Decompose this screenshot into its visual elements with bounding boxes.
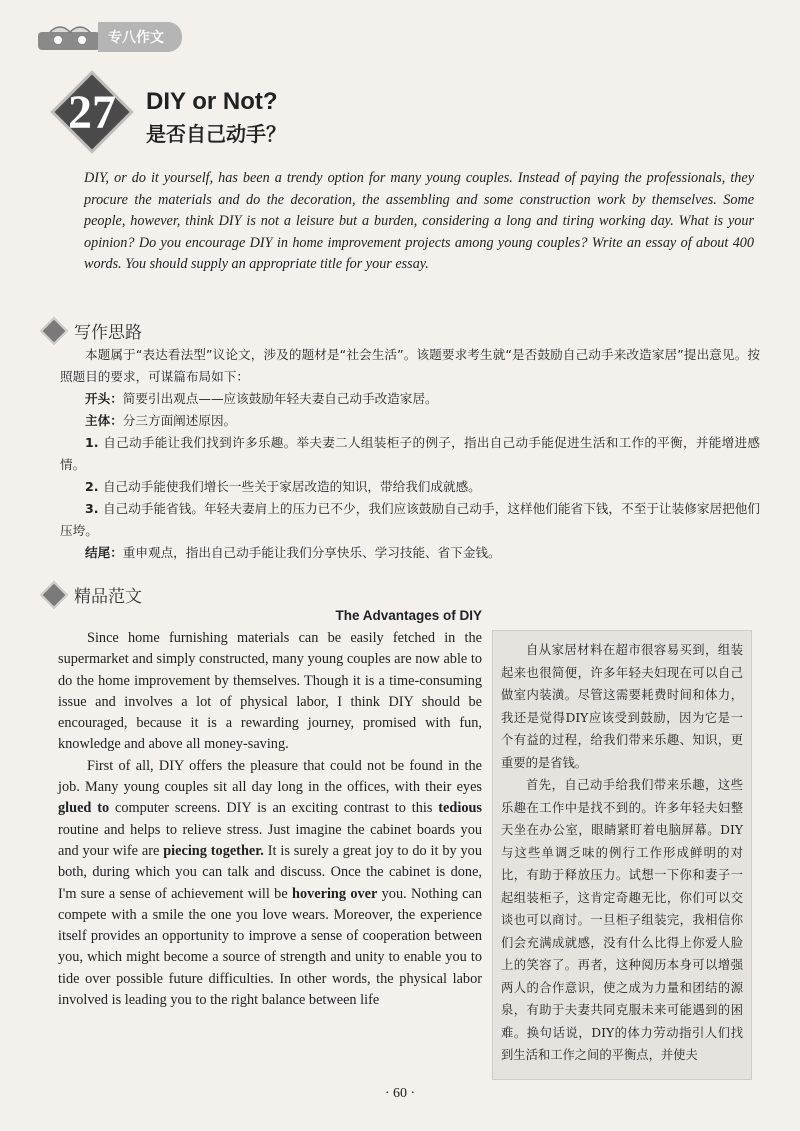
page-number: · 60 · bbox=[384, 1086, 416, 1101]
diamond-icon bbox=[40, 580, 68, 608]
title-english: DIY or Not? bbox=[146, 88, 278, 115]
outline-intro: 本题属于“表达看法型”议论文，涉及的题材是“社会生活”。该题要求考生就“是否鼓励自己动手来改造家居”提出意见。按照题目的要求，可谋篇布局如下： bbox=[60, 347, 760, 384]
sample-essay bbox=[58, 628, 482, 1011]
chapter-tab: 专八作文 bbox=[98, 22, 182, 52]
header-tab bbox=[36, 22, 182, 52]
outline-point-2: 2. 自己动手能使我们增长一些关于家居改造的知识，带给我们成就感。 bbox=[85, 479, 481, 494]
outline-ending: 结尾：重申观点，指出自己动手能让我们分享快乐、学习技能、省下金钱。 bbox=[85, 545, 501, 560]
essay-paragraph-2: First of all, DIY offers the pleasure that could not be found in the job. Many young couples sit all day long in the offices, with their eyes glued to computer screens. DIY is an exciting contrast to this tedious routine and helps to relieve stress. Just imagine the cabinet boards you and your wife are piecing together. It is surely a great joy to do it by you both, during which you can talk and discuss. Once the cabinet is done, I'm sure a sense of achievement will be hovering over you. Nothing can compete with a smile the one you love wears. Moreover, the experience itself provides an opportunity to improve a sense of cooperation between you, which might become a source of strength and unity to enable you to tide over possible future difficulties. In other words, the physical labor involved is leading you to the right balance between life bbox=[58, 757, 482, 1009]
essay-paragraph-1: Since home furnishing materials can be easily fetched in the supermarket and simply constructed, many young couples are now able to do the home improvement by themselves. Though it is a time-consuming issue and involves a lot of physical labor, I think DIY should be encouraged, because it is a rewarding journey, promised with fun, knowledge and above all money-saving. bbox=[58, 630, 482, 753]
diamond-icon bbox=[40, 316, 68, 344]
book-logo-icon bbox=[36, 22, 106, 52]
translation-paragraph-2: 首先，自己动手给我们带来乐趣，这些乐趣在工作中是找不到的。许多年轻夫妇整天坐在办公室，眼睛紧盯着电脑屏幕。DIY与这些单调乏味的例行工作形成鲜明的对比，有助于释放压力。试想一下你和妻子一起组装柜子，这肯定奇趣无比，你们可以交谈也可以商讨。一旦柜子组装完，我相信你们会充满成就感，没有什么比得上你爱人脸上的笑容了。再者，这种阅历本身可以增强两人的合作意识，使之成为力量和团结的源泉，有助于夫妻共同克服未来可能遇到的困难。换句话说，DIY的体力劳动指引人们找到生活和工作之间的平衡点，并使夫 bbox=[501, 778, 743, 1062]
section-heading-sample: 精品范文 bbox=[44, 582, 142, 607]
title-chinese: 是否自己动手？ bbox=[146, 122, 286, 146]
outline-point-3: 3. 自己动手能省钱。年轻夫妻肩上的压力已不少，我们应该鼓励自己动手，这样他们能省下钱，不至于让装修家居把他们压垮。 bbox=[60, 501, 761, 538]
essay-prompt: DIY, or do it yourself, has been a trendy option for many young couples. Instead of paying the professionals, they procure the materials and do the decoration, the assembling and some construction work by themselves. Some people, however, think DIY is not a leisure but a burden, considering a long and tiring working day. What is your opinion? Do you encourage DIY in home improvement projects among young couples? Write an essay of about 400 words. You should supply an appropriate title for your essay. bbox=[84, 170, 754, 272]
section-heading-outline: 写作思路 bbox=[44, 318, 142, 343]
writing-outline bbox=[60, 344, 760, 564]
outline-point-1: 1. 自己动手能让我们找到许多乐趣。举夫妻二人组装柜子的例子，指出自己动手能促进生活和工作的平衡，并能增进感情。 bbox=[60, 435, 761, 472]
translation-box bbox=[492, 630, 752, 1080]
essay-title: The Advantages of DIY bbox=[335, 608, 482, 623]
outline-body: 主体：分三方面阐述原因。 bbox=[85, 413, 237, 428]
topic-number: 27 bbox=[68, 85, 116, 139]
outline-opening: 开头：简要引出观点——应该鼓励年轻夫妻自己动手改造家居。 bbox=[85, 391, 438, 406]
translation-paragraph-1: 自从家居材料在超市很容易买到，组装起来也很简便，许多年轻夫妇现在可以自己做室内装潢。尽管这需要耗费时间和体力，我还是觉得DIY应该受到鼓励，因为它是一个有益的过程，给我们带来乐趣、知识，更重要的是省钱。 bbox=[501, 643, 743, 770]
